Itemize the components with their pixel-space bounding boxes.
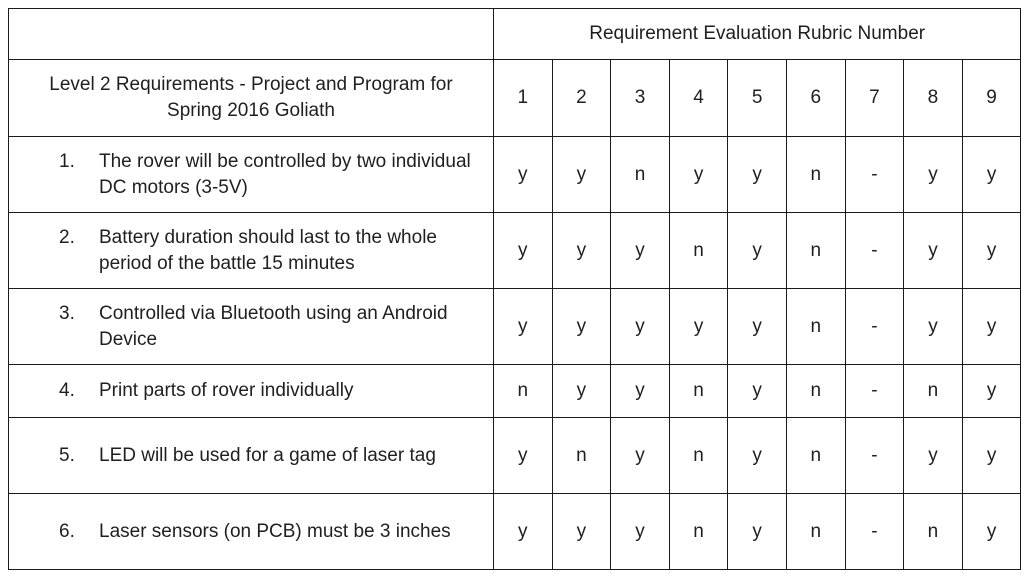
requirement-item (9, 443, 493, 469)
evaluation-cell: y (962, 289, 1021, 365)
rubric-number-cell: 2 (552, 60, 611, 137)
requirement-item (9, 301, 493, 353)
evaluation-cell: y (904, 137, 963, 213)
requirements-rubric-table (8, 8, 1021, 570)
requirement-text: Battery duration should last to the whole period of the battle 15 minutes (99, 226, 437, 274)
evaluation-cell: y (494, 418, 553, 494)
evaluation-cell: n (669, 213, 728, 289)
requirement-item (9, 149, 493, 201)
title-row (9, 9, 1021, 60)
table-row (9, 213, 1021, 289)
evaluation-cell: n (786, 494, 845, 570)
evaluation-cell: y (494, 494, 553, 570)
evaluation-cell: - (845, 213, 904, 289)
evaluation-cell: y (669, 137, 728, 213)
evaluation-cell: y (494, 137, 553, 213)
table-row (9, 418, 1021, 494)
table-row (9, 494, 1021, 570)
evaluation-cell: - (845, 137, 904, 213)
evaluation-cell: y (611, 418, 670, 494)
evaluation-cell: - (845, 494, 904, 570)
rubric-number-cell: 8 (904, 60, 963, 137)
rubric-number-cell: 4 (669, 60, 728, 137)
evaluation-cell: y (611, 494, 670, 570)
evaluation-cell: y (962, 365, 1021, 418)
table-row (9, 289, 1021, 365)
table-row (9, 365, 1021, 418)
empty-corner-cell (9, 9, 494, 60)
requirement-number: 5. (59, 444, 75, 466)
rubric-number-cell: 9 (962, 60, 1021, 137)
evaluation-cell: n (669, 365, 728, 418)
evaluation-cell: y (611, 289, 670, 365)
evaluation-cell: n (786, 365, 845, 418)
requirement-number: 3. (59, 302, 75, 324)
requirement-item (9, 519, 493, 545)
evaluation-cell: - (845, 289, 904, 365)
requirement-text: Print parts of rover individually (99, 380, 354, 401)
evaluation-cell: y (962, 137, 1021, 213)
evaluation-cell: y (552, 289, 611, 365)
evaluation-cell: n (786, 213, 845, 289)
evaluation-cell: y (611, 213, 670, 289)
evaluation-cell: n (669, 418, 728, 494)
rubric-number-cell: 7 (845, 60, 904, 137)
rubric-title-cell: Requirement Evaluation Rubric Number (494, 9, 1021, 60)
evaluation-cell: n (494, 365, 553, 418)
table-row (9, 137, 1021, 213)
requirement-number: 6. (59, 520, 75, 542)
evaluation-cell: y (552, 137, 611, 213)
evaluation-cell: y (552, 365, 611, 418)
evaluation-cell: n (904, 494, 963, 570)
evaluation-cell: n (786, 418, 845, 494)
evaluation-cell: y (728, 494, 787, 570)
evaluation-cell: y (904, 289, 963, 365)
evaluation-cell: - (845, 418, 904, 494)
rubric-number-cell: 3 (611, 60, 670, 137)
evaluation-cell: y (669, 289, 728, 365)
evaluation-cell: y (728, 213, 787, 289)
evaluation-cell: y (494, 289, 553, 365)
evaluation-cell: y (552, 494, 611, 570)
requirement-text: LED will be used for a game of laser tag (99, 444, 436, 466)
rubric-number-cell: 6 (786, 60, 845, 137)
requirements-header-label: Level 2 Requirements - Project and Program for Spring 2016 Goliath (49, 74, 453, 121)
evaluation-cell: y (904, 213, 963, 289)
requirement-number: 2. (59, 226, 75, 248)
evaluation-cell: y (494, 213, 553, 289)
evaluation-cell: y (962, 494, 1021, 570)
requirements-header-cell (9, 60, 494, 137)
requirement-number: 4. (59, 380, 75, 401)
rubric-number-cell: 5 (728, 60, 787, 137)
evaluation-cell: y (552, 213, 611, 289)
requirement-cell (9, 137, 494, 213)
evaluation-cell: y (728, 289, 787, 365)
evaluation-cell: y (728, 418, 787, 494)
requirement-cell (9, 494, 494, 570)
evaluation-cell: n (669, 494, 728, 570)
evaluation-cell: - (845, 365, 904, 418)
requirement-text: Laser sensors (on PCB) must be 3 inches (99, 520, 451, 542)
evaluation-cell: y (728, 365, 787, 418)
evaluation-cell: y (962, 213, 1021, 289)
evaluation-cell: y (728, 137, 787, 213)
requirement-cell (9, 418, 494, 494)
rubric-number-cell: 1 (494, 60, 553, 137)
header-row (9, 60, 1021, 137)
requirement-cell (9, 365, 494, 418)
evaluation-cell: n (786, 137, 845, 213)
requirement-cell (9, 213, 494, 289)
evaluation-cell: y (904, 418, 963, 494)
evaluation-cell: y (962, 418, 1021, 494)
evaluation-cell: n (904, 365, 963, 418)
requirement-text: The rover will be controlled by two individual DC motors (3-5V) (99, 150, 471, 198)
requirement-cell (9, 289, 494, 365)
evaluation-cell: n (552, 418, 611, 494)
requirement-item (9, 225, 493, 277)
requirement-item (9, 378, 493, 404)
evaluation-cell: y (611, 365, 670, 418)
evaluation-cell: n (786, 289, 845, 365)
requirement-text: Controlled via Bluetooth using an Android Device (99, 302, 448, 350)
requirement-number: 1. (59, 150, 75, 172)
evaluation-cell: n (611, 137, 670, 213)
